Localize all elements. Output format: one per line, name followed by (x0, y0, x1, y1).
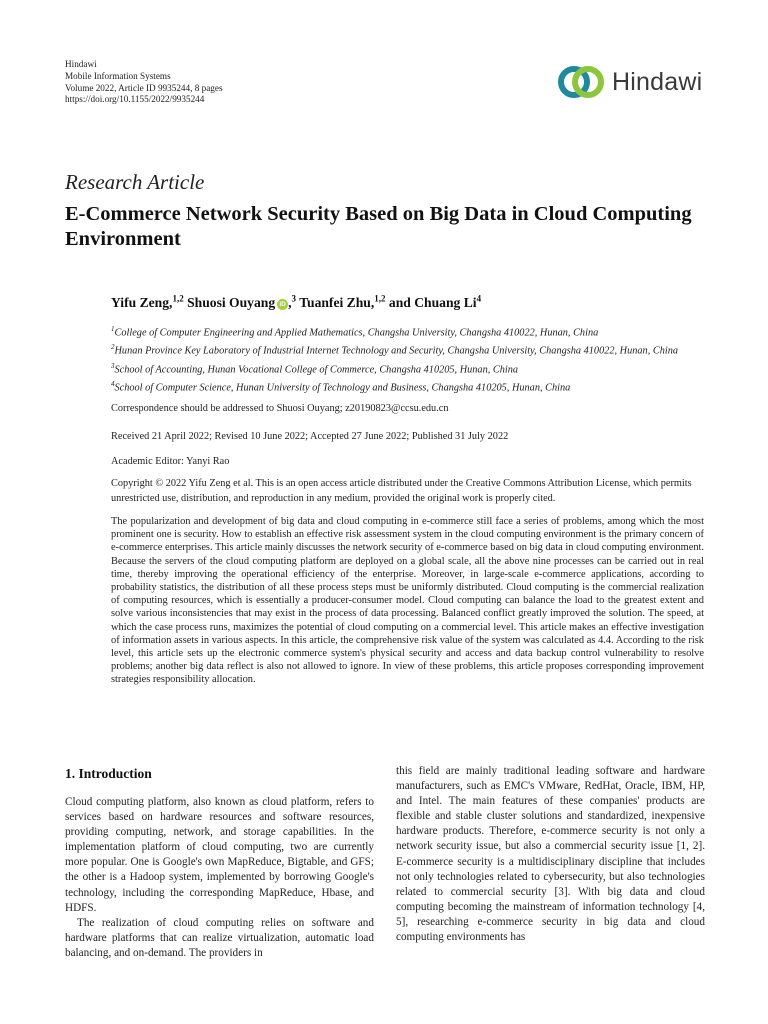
affiliation-4: $^4$School of Computer Science, Hunan University of Technology and Business, Changsha 410205, Hunan, China (111, 380, 571, 394)
paragraph: this field are mainly traditional leading software and hardware manufacturers, such as EMC's VMware, RedHat, Oracle, IBM, HP, and Intel. The main features of these companies' products are flexible and stable cluster solutions and standardized, inexpensive hardware products. Therefore, e-commerce security is not only a network security issue, but also a commercial security issue [1, 2]. E-commerce security is a multidisciplinary discipline that includes not only technologies related to cybersecurity, but also technologies related to commercial security [3]. With big data and cloud computing becoming the mainstream of information technology [4, 5], researching e-commerce security in big data and cloud computing environments has (396, 765, 705, 944)
volume-info: Volume 2022, Article ID 9935244, 8 pages (65, 82, 223, 93)
affiliation-1: $^1$College of Computer Engineering and Applied Mathematics, Changsha University, Changsha 410022, Hunan, China (111, 325, 599, 339)
abstract: The popularization and development of big data and cloud computing in e-commerce still face a series of problems, among which the most prominent one is security. How to establish an effective risk assessment system in the cloud computing environment is the primary concern of e-commerce enterprises. This article mainly discusses the network security of e-commerce based on big data in cloud computing environment. Because the servers of the cloud computing platform are deployed on a global scale, all the above nine processes can be carried out in real time, thereby improving the operational efficiency of the enterprise. Moreover, in large-scale e-commerce applications, according to probability statistics, the distribution of all these process steps must be uniformly distributed. Cloud computing is the commercial realization of computing resources, which is essentially a producer-consumer model. Cloud computing can balance the load to the greatest extent and solve various inconsistencies that may exist in the process of data processing. Balanced conflict greatly improved the solution. The speed, at which the case process runs, maximizes the potential of cloud computing on a commercial level. This article makes an effective investigation of information assets in various aspects. In this article, the comprehensive risk value of the system was calculated as 4.4. According to the risk level, this article sets up the electronic commerce system's physical security and access and data backup control vulnerability to resolve problems; another big data reflect is also not allowed to ignore. In view of these problems, this article proposes corresponding improvement strategies responsibility allocation. (111, 516, 704, 686)
academic-editor: Academic Editor: Yanyi Rao (111, 456, 230, 467)
logo-wordmark: Hindawi (612, 67, 703, 96)
article-dates: Received 21 April 2022; Revised 10 June 2022; Accepted 27 June 2022; Published 31 July 2022 (111, 431, 509, 442)
article-title: E-Commerce Network Security Based on Big Data in Cloud Computing Environment (65, 203, 692, 250)
author-list (111, 293, 711, 311)
hindawi-logo (557, 62, 702, 102)
publisher-name: Hindawi (65, 59, 97, 69)
author-3[interactable]: Tuanfei Zhu,$^{1,2}$ (299, 293, 386, 310)
journal-name: Mobile Information Systems (65, 70, 171, 81)
author-1[interactable]: Yifu Zeng,$^{1,2}$ (111, 293, 184, 310)
correspondence: Correspondence should be addressed to Shuosi Ouyang; z20190823@ccsu.edu.cn (111, 403, 449, 414)
doi-link[interactable]: https://doi.org/10.1155/2022/9935244 (65, 94, 205, 105)
body-column-left (65, 795, 374, 961)
journal-info (65, 59, 365, 106)
article-type: Research Article (65, 170, 205, 194)
section-heading-introduction: 1. Introduction (65, 766, 152, 781)
orcid-icon[interactable]: iD (277, 299, 288, 310)
author-2[interactable]: Shuosi Ouyang iD ,$^3$ (187, 293, 297, 310)
author-4[interactable]: and Chuang Li$^4$ (388, 293, 482, 310)
hindawi-rings-icon (557, 63, 607, 101)
affiliations (111, 322, 711, 396)
paragraph: Cloud computing platform, also known as cloud platform, refers to services based on hardware resources and software resources, providing computing, network, and storage capabilities. In the implementation platform of cloud computing, two are currently more popular. One is Google's own MapReduce, Bigtable, and GFS; the other is a Hadoop system, implemented by borrowing Google's technology, including the corresponding MapReduce, Hbase, and HDFS. (65, 796, 374, 914)
copyright-notice: Copyright © 2022 Yifu Zeng et al. This is an open access article distributed under the Creative Commons Attribution License, which permits unrestricted use, distribution, and reproduction in any medium, provided the original work is properly cited. (111, 478, 692, 504)
paragraph: The realization of cloud computing relies on software and hardware platforms that can realize virtualization, automatic load balancing, and on-demand. The providers in (65, 916, 374, 959)
body-column-right (396, 764, 705, 945)
affiliation-3: $^3$School of Accounting, Hunan Vocational College of Commerce, Changsha 410205, Hunan, China (111, 361, 519, 376)
affiliation-2: $^2$Hunan Province Key Laboratory of Industrial Internet Technology and Security, Changsha University, Changsha 410022, Hunan, China (111, 343, 679, 357)
